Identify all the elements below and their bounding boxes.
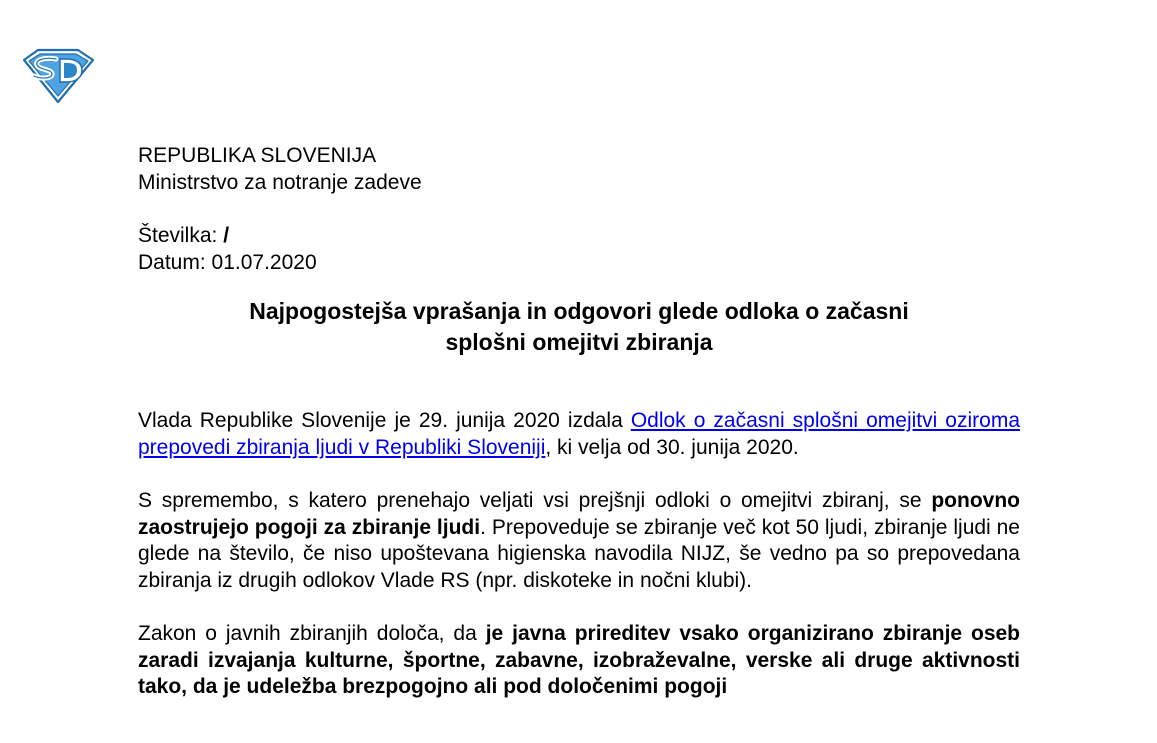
date-value: 01.07.2020 — [211, 250, 317, 274]
paragraph-3 — [138, 621, 1020, 701]
odlok-link[interactable]: Odlok o začasni splošni omejitvi oziroma prepovedi zbiranja ljudi v Republiki Sloveniji — [138, 409, 1020, 459]
p2-text-end: . Prepoveduje se zbiranje več kot 50 ljudi, zbiranje ljudi ne glede na število, če niso upoštevana higienska navodila NIJZ, še vedno pa so prepovedana zbiranja iz drugih odlokov Vlade RS (npr. diskoteke in nočni klubi). — [138, 515, 1020, 592]
paragraph-1 — [138, 408, 1020, 461]
document-title — [138, 296, 1020, 358]
date-label: Datum: — [138, 250, 206, 274]
document-body — [138, 143, 1020, 701]
police-badge-logo-icon — [20, 46, 96, 104]
ministry-name: Ministrstvo za notranje zadeve — [138, 170, 422, 194]
p3-text-start: Zakon o javnih zbiranjih določa, da — [138, 622, 486, 645]
p1-text-end: , ki velja od 30. junija 2020. — [545, 435, 799, 459]
p1-text-start: Vlada Republike Slovenije je 29. junija 2020 izdala — [138, 409, 631, 432]
p2-text-start: S spremembo, s katero prenehajo veljati vsi prejšnji odloki o omejitvi zbiranj, se — [138, 489, 932, 512]
paragraph-2 — [138, 488, 1020, 594]
title-line-2: splošni omejitvi zbiranja — [445, 329, 713, 355]
title-line-1: Najpogostejša vprašanja in odgovori glede odloka o začasni — [249, 298, 909, 324]
org-name: REPUBLIKA SLOVENIJA — [138, 144, 377, 167]
document-number — [138, 223, 1020, 250]
p3-bold-text: je javna prireditev vsako organizirano zbiranje oseb zaradi izvajanja kulturne, športne, zabavne, izobraževalne, verske ali druge aktivnosti tako, da je udeležba brezpogojno ali pod določenimi pogoji — [138, 622, 1021, 698]
number-value: / — [223, 224, 230, 247]
p2-bold-text: ponovno zaostrujejo pogoji za zbiranje ljudi — [138, 489, 1020, 539]
document-date — [138, 250, 1020, 277]
number-label: Številka: — [138, 224, 218, 247]
